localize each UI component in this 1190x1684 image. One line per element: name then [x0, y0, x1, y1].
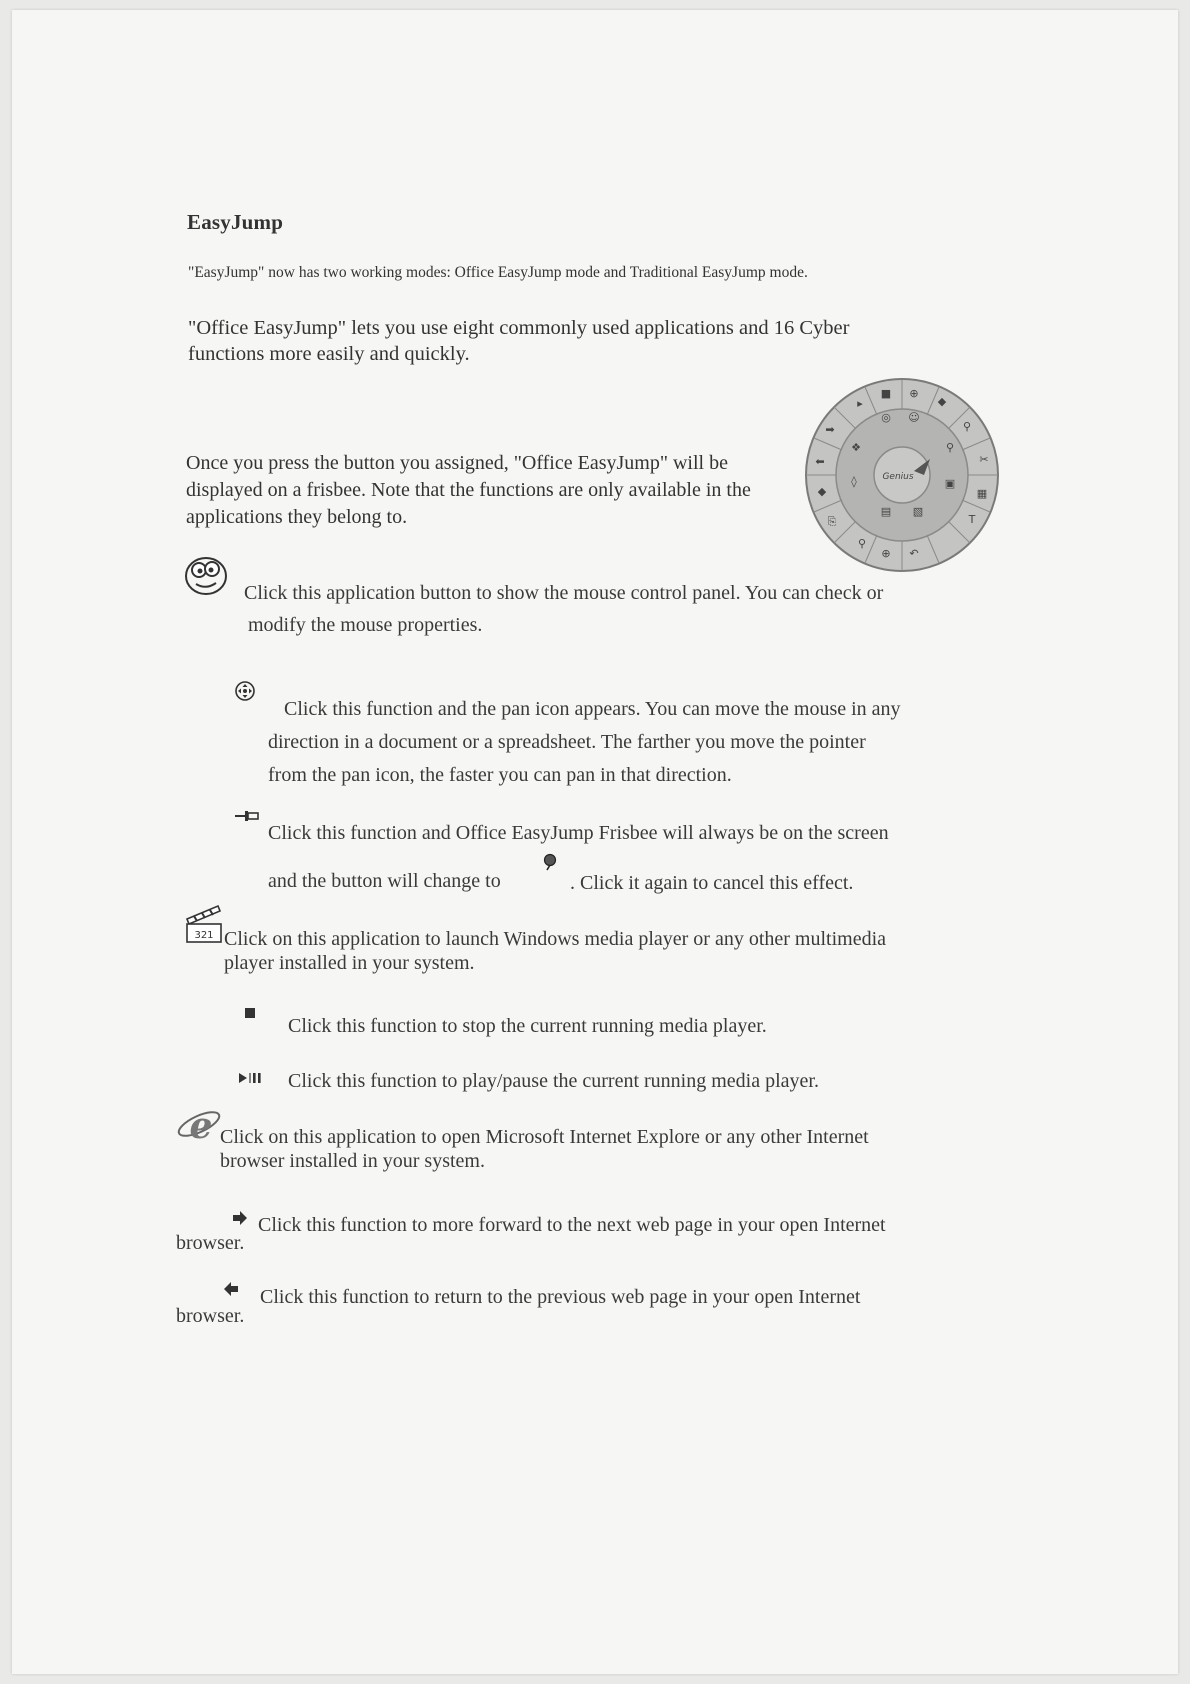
svg-text:▦: ▦ [976, 487, 988, 500]
svg-text:⬅: ⬅ [815, 455, 825, 468]
svg-text:⎘: ⎘ [827, 515, 837, 528]
stop-icon [245, 1008, 255, 1018]
svg-text:▣: ▣ [944, 477, 956, 490]
document-page [12, 10, 1178, 1674]
internet-explorer-icon [175, 1100, 223, 1144]
media-app-line1: Click on this application to launch Windows media player or any other multimedia [224, 928, 887, 950]
pan-func-line1: Click this function and the pan icon appears. You can move the mouse in any [284, 698, 901, 720]
svg-text:☺: ☺ [908, 411, 920, 424]
frisbee-paragraph: Once you press the button you assigned, "Office EasyJump" will be displayed on a frisbee. Note that the functions are only available in the applications they belong to. [186, 452, 751, 528]
pinned-icon [542, 853, 558, 871]
pan-func-line2: direction in a document or a spreadsheet. The farther you move the pointer [268, 731, 866, 753]
modes-line: "EasyJump" now has two working modes: Office EasyJump mode and Traditional EasyJump mode. [188, 264, 808, 281]
svg-text:T: T [968, 513, 976, 526]
back-arrow-icon [223, 1282, 239, 1296]
svg-text:▸: ▸ [857, 397, 863, 410]
pin-icon [234, 808, 260, 824]
play-pause-icon [238, 1072, 262, 1084]
svg-text:⊕: ⊕ [909, 387, 919, 400]
svg-text:◆: ◆ [817, 485, 827, 498]
svg-text:❖: ❖ [851, 441, 861, 454]
clapperboard-label: 321 [194, 930, 214, 941]
svg-text:e: e [189, 1105, 213, 1144]
svg-text:➡: ➡ [825, 423, 835, 436]
mouse-face-icon [182, 550, 230, 598]
svg-text:⚲: ⚲ [857, 537, 867, 550]
pan-icon [234, 680, 256, 702]
back-func-line1: Click this function to return to the previous web page in your open Internet [260, 1286, 861, 1308]
svg-text:⚲: ⚲ [962, 420, 972, 433]
svg-text:⚲: ⚲ [945, 441, 955, 454]
mouse-app-line1: Click this application button to show the mouse control panel. You can check or [244, 582, 884, 604]
forward-func-line2: browser. [176, 1232, 245, 1254]
mouse-app-line2: modify the mouse properties. [248, 614, 483, 636]
svg-text:✂: ✂ [979, 453, 989, 466]
ie-app-line2: browser installed in your system. [220, 1150, 485, 1172]
frisbee-logo: Genius [882, 472, 914, 482]
svg-text:◎: ◎ [881, 411, 891, 424]
svg-text:▧: ▧ [912, 505, 924, 518]
frisbee-figure [802, 375, 1002, 575]
svg-text:■: ■ [880, 387, 892, 400]
svg-text:↶: ↶ [909, 547, 919, 560]
clapperboard-icon [184, 903, 224, 945]
pin-func-line2b: . Click it again to cancel this effect. [570, 872, 854, 894]
page-title: EasyJump [187, 210, 284, 234]
intro-paragraph: "Office EasyJump" lets you use eight commonly used applications and 16 Cyber functions more easily and quickly. [188, 317, 850, 365]
svg-text:◆: ◆ [937, 395, 947, 408]
forward-func-line1: Click this function to more forward to the next web page in your open Internet [258, 1214, 886, 1236]
stop-func-text: Click this function to stop the current running media player. [288, 1015, 767, 1037]
pin-func-line2a: and the button will change to [268, 870, 501, 892]
svg-text:▤: ▤ [880, 505, 892, 518]
ie-app-line1: Click on this application to open Microsoft Internet Explore or any other Internet [220, 1126, 869, 1148]
back-func-line2: browser. [176, 1305, 245, 1327]
pan-func-line3: from the pan icon, the faster you can pan in that direction. [268, 764, 732, 786]
pin-func-line1: Click this function and Office EasyJump Frisbee will always be on the screen [268, 822, 889, 844]
svg-text:◊: ◊ [851, 475, 857, 488]
play-func-text: Click this function to play/pause the current running media player. [288, 1070, 819, 1092]
forward-arrow-icon [232, 1211, 248, 1225]
svg-text:⊕: ⊕ [881, 547, 891, 560]
media-app-line2: player installed in your system. [224, 952, 475, 974]
